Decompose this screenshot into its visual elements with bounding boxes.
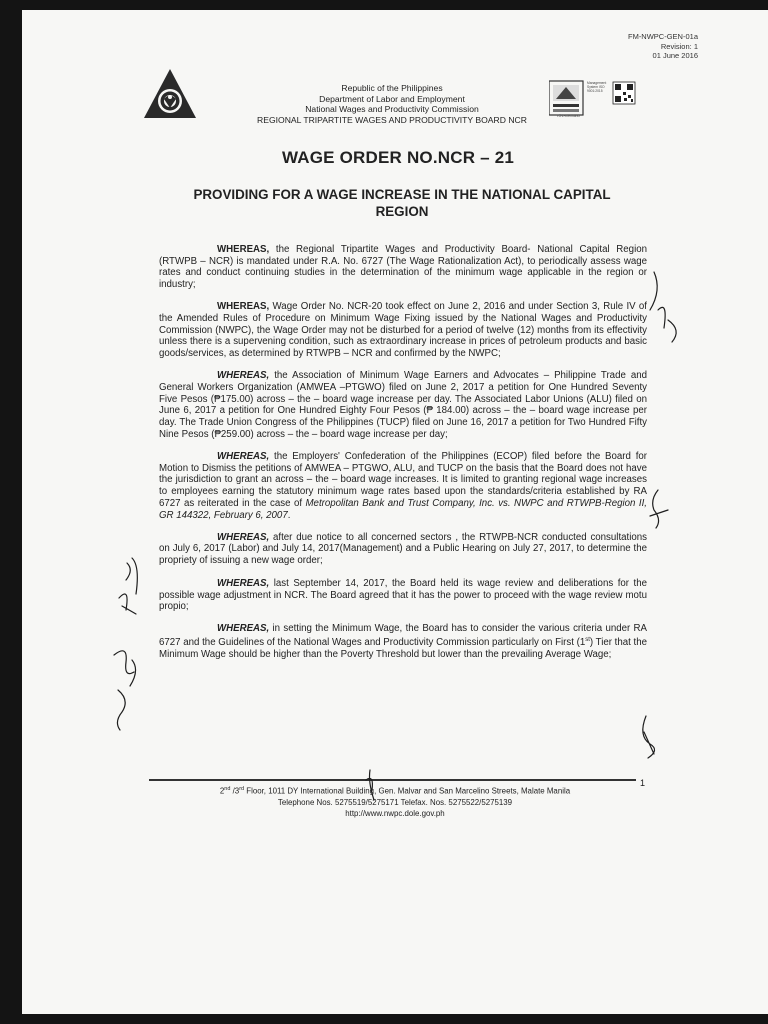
case-citation: Metropolitan Bank and Trust Company, Inc. vs. NWPC and RTWPB-Region II, GR 144322, February 6, 2007: [159, 497, 647, 521]
whereas-text-end: .: [287, 509, 291, 521]
whereas-text: Wage Order No. NCR-20 took effect on June 2, 2016 and under Section 3, Rule IV of the Amended Rules of Procedure on Minimum Wage Fixing issued by the National Wages and Productivity Commission (NWPC), the Wage Order may not be disturbed for a period of twelve (12) months from its effectivity unless there is a supervening condition, such as extraordinary increase in prices of petroleum products and basic goods/services, as determined by RTWPB – NCR and confirmed by the NWPC;: [159, 301, 647, 360]
header-republic: Republic of the Philippines: [341, 83, 443, 93]
signature-initial-left-4: [117, 690, 125, 730]
signature-initial-right-low: [643, 716, 655, 758]
page-number: 1: [640, 778, 646, 788]
certification-system: Management System ISO 9001:2015: [587, 81, 607, 93]
document-title: WAGE ORDER NO.NCR – 21: [281, 148, 515, 167]
whereas-paragraph: [159, 301, 647, 360]
whereas-keyword: WHEREAS,: [217, 623, 270, 635]
address-text: Floor, 1011 DY International Building, Gen. Malvar and San Marcelino Streets, Malate Manila: [244, 786, 571, 796]
signature-initial-right-top: [650, 272, 676, 342]
whereas-text: in setting the Minimum Wage, the Board has to consider the various criteria under RA 6727 and the Guidelines of the National Wages and Productivity Commission particularly on First (1: [159, 623, 647, 649]
whereas-keyword: WHEREAS,: [217, 370, 270, 382]
form-date: 01 June 2016: [652, 51, 698, 60]
header-department: Department of Labor and Employment: [319, 93, 465, 104]
dole-logo-icon: [143, 68, 197, 120]
footer-divider: [149, 779, 636, 781]
whereas-text: the Regional Tripartite Wages and Productivity Board- National Capital Region (RTWPB – NCR) is mandated under R.A. No. 6727 (The Wage Rationalization Act), to periodically assess wage rates and conduct continuing studies in the determination of the minimum wage applicable in the region or industry;: [159, 244, 647, 291]
form-code: FM-NWPC-GEN-01a: [627, 32, 698, 41]
form-code-block: [578, 32, 698, 61]
whereas-text: the Association of Minimum Wage Earners and Advocates – Philippine Trade and General Workers Organization (AMWEA –PTGWO) filed on June 2, 2017 a petition for One Hundred Seventy Five Pesos (₱175.00) across – the – board wage increase per day. The Associated Labor Unions (ALU) filed on June 6, 2017 a petition for One Hundred Eighty Four Pesos (₱ 184.00) across – the – board wage increase per day. The Trade Union Congress of the Philippines (TUCP) filed on June 16, 2017 a petition for Two Hundred Fifty Nine Pesos (₱259.00) across – the – board wage increase per day;: [159, 370, 647, 440]
footer-address: [152, 784, 638, 797]
signature-initial-right-mid: [650, 490, 668, 528]
whereas-paragraph: [159, 578, 647, 613]
footer-address-block: [152, 784, 638, 819]
document-page: [22, 10, 768, 1014]
whereas-clauses: [159, 244, 647, 671]
header-board: REGIONAL TRIPARTITE WAGES AND PRODUCTIVITY BOARD NCR: [257, 114, 527, 125]
signature-initial-left-1: [126, 558, 137, 594]
whereas-paragraph: [159, 532, 647, 567]
form-revision: Revision: 1: [660, 41, 698, 51]
whereas-keyword: WHEREAS,: [217, 577, 270, 589]
whereas-keyword: WHEREAS,: [217, 244, 270, 255]
footer-url: http://www.nwpc.dole.gov.ph: [345, 808, 445, 818]
document-subtitle: PROVIDING FOR A WAGE INCREASE IN THE NATIONAL CAPITAL REGION: [193, 187, 611, 219]
whereas-text: after due notice to all concerned sectors , the RTWPB-NCR conducted consultations on July 6, 2017 (Labor) and July 14, 2017(Management) and a Public Hearing on July 27, 2017, to determine the propriety of issuing a new wage order;: [159, 531, 647, 567]
whereas-text: last September 14, 2017, the Board held its wage review and deliberations for the possible wage adjustment in NCR. The Board agreed that it has the power to proceed with the wage review motu propio;: [159, 577, 647, 613]
agency-header: [197, 83, 587, 125]
floor-number-2: /3: [230, 786, 240, 796]
whereas-keyword: WHEREAS,: [217, 531, 270, 543]
whereas-paragraph: [159, 244, 647, 291]
footer-phones: Telephone Nos. 5275519/5275171 Telefax. Nos. 5275522/5275139: [277, 797, 513, 807]
certification-mark: TÜVRheinland: [556, 114, 580, 118]
whereas-keyword: WHEREAS,: [217, 301, 270, 313]
floor-number: 2: [219, 786, 225, 796]
floor-suffix: nd: [224, 786, 231, 792]
whereas-paragraph: [159, 451, 647, 521]
whereas-paragraph: [159, 370, 647, 440]
header-commission: National Wages and Productivity Commission: [305, 104, 479, 115]
whereas-paragraph: [159, 623, 647, 660]
signature-initial-left-3: [114, 651, 136, 686]
ordinal-suffix: st: [585, 637, 590, 644]
signature-initial-left-2: [119, 594, 136, 614]
whereas-text-end: ) Tier that the Minimum Wage should be higher than the Poverty Threshold but lower than the prevailing Average Wage;: [159, 637, 647, 661]
certification-label: [587, 81, 609, 93]
whereas-keyword: WHEREAS,: [217, 451, 270, 463]
floor-suffix-2: rd: [239, 786, 245, 792]
whereas-text: the Employers' Confederation of the Philippines (ECOP) filed before the Board for Motion to Dismiss the petitions of AMWEA – PTGWO, ALU, and TUCP on the basis that the Board does not have the jurisdiction to grant an across – the – board wage increases. It is limited to granting regional wage increases to employees earning the statutory minimum wage rates based upon the standards/criteria established by RA 6727 as reiterated in the case of: [159, 451, 647, 509]
